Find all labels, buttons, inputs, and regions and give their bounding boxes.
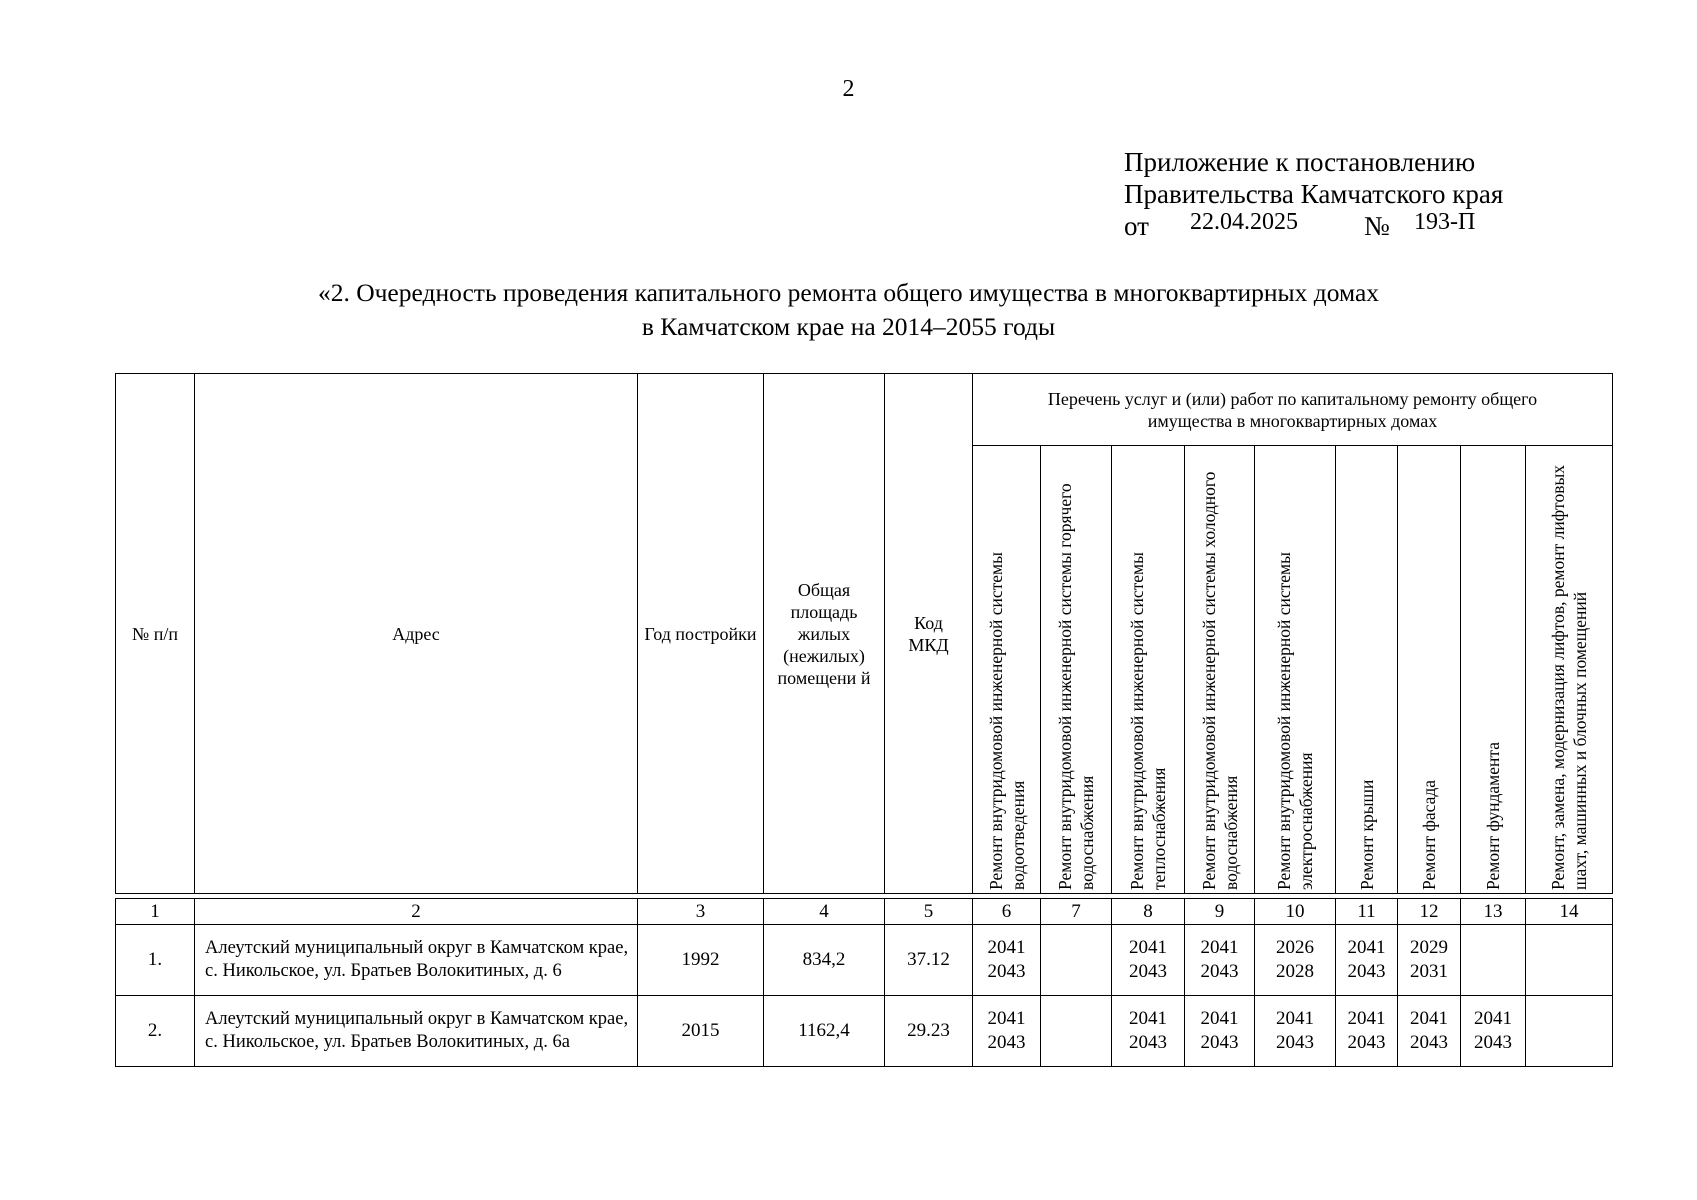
header-address: Адрес — [195, 374, 638, 894]
row-code: 29.23 — [885, 996, 973, 1067]
header-work-col-11 — [1336, 446, 1398, 894]
row-work-7 — [1041, 996, 1112, 1067]
page-number: 2 — [842, 76, 855, 102]
year-start: 2041 — [1200, 1008, 1239, 1029]
appendix-line-1: Приложение к постановлению — [1124, 147, 1476, 177]
header-work-7-label: Ремонт внутридомовой инженерной системы горячего водоснабжения — [1055, 482, 1097, 890]
column-number: 2 — [195, 899, 638, 925]
header-num: № п/п — [116, 374, 195, 894]
row-work-6 — [973, 996, 1041, 1067]
header-work-col-10 — [1255, 446, 1336, 894]
year-end: 2043 — [1129, 1032, 1167, 1053]
appendix-line-2: Правительства Камчатского края — [1124, 179, 1504, 209]
header-work-col-13 — [1461, 446, 1526, 894]
row-work-13 — [1461, 925, 1526, 996]
appendix-date-number-line — [1124, 210, 1503, 242]
header-work-6-label: Ремонт внутридомовой инженерной системы водоотведения — [985, 551, 1028, 890]
column-number: 3 — [638, 899, 764, 925]
header-area: Общая площадь жилых (нежилых) помещени й — [764, 374, 885, 894]
table-row — [116, 996, 1613, 1067]
year-end: 2043 — [1276, 1032, 1314, 1053]
row-year: 2015 — [638, 996, 764, 1067]
column-number: 12 — [1398, 899, 1461, 925]
row-work-9 — [1185, 925, 1255, 996]
year-start: 2041 — [1129, 1008, 1167, 1029]
row-work-13 — [1461, 996, 1526, 1067]
year-end: 2043 — [1200, 1032, 1239, 1053]
header-work-col-8 — [1112, 446, 1185, 894]
table-body — [115, 898, 1613, 1067]
row-year: 1992 — [638, 925, 764, 996]
column-number: 8 — [1112, 899, 1185, 925]
row-num: 2. — [116, 996, 195, 1067]
column-number: 11 — [1336, 899, 1398, 925]
row-work-12 — [1398, 925, 1461, 996]
year-end: 2043 — [987, 961, 1026, 982]
header-work-13-label: Ремонт фундамента — [1483, 741, 1503, 890]
row-work-8 — [1112, 925, 1185, 996]
header-work-col-14 — [1526, 446, 1613, 894]
row-area: 834,2 — [764, 925, 885, 996]
column-number: 1 — [116, 899, 195, 925]
column-number: 14 — [1526, 899, 1613, 925]
header-work-14-label: Ремонт, замена, модернизация лифтов, ремонт лифтовых шахт, машинных и блочных помещений — [1548, 464, 1590, 890]
row-work-11 — [1336, 996, 1398, 1067]
row-work-14 — [1526, 925, 1613, 996]
title-line-1: «2. Очередность проведения капитального ремонта общего имущества в многоквартирных домах — [317, 278, 1380, 307]
appendix-block — [1124, 146, 1503, 242]
table-header — [115, 373, 1613, 894]
year-start: 2041 — [987, 937, 1026, 958]
year-start: 2026 — [1276, 937, 1314, 958]
row-code: 37.12 — [885, 925, 973, 996]
year-start: 2029 — [1410, 937, 1448, 958]
header-work-col-7 — [1041, 446, 1112, 894]
year-end: 2043 — [1200, 961, 1239, 982]
year-start: 2041 — [1129, 937, 1167, 958]
from-label: от — [1124, 211, 1149, 241]
decree-date: 22.04.2025 — [1190, 209, 1298, 235]
header-work-10-label: Ремонт внутридомовой инженерной системы электроснабжения — [1274, 551, 1316, 890]
row-work-7 — [1041, 925, 1112, 996]
row-work-10 — [1255, 996, 1336, 1067]
year-end: 2028 — [1276, 961, 1314, 982]
year-start: 2041 — [1347, 1008, 1386, 1029]
header-work-col-12 — [1398, 446, 1461, 894]
row-num: 1. — [116, 925, 195, 996]
year-end: 2043 — [1347, 1032, 1386, 1053]
column-number-row — [116, 899, 1613, 925]
year-end: 2043 — [1410, 1032, 1448, 1053]
year-start: 2041 — [1347, 937, 1386, 958]
header-work-col-9 — [1185, 446, 1255, 894]
table-row — [116, 925, 1613, 996]
document-title — [0, 276, 1697, 344]
column-number: 5 — [885, 899, 973, 925]
header-work-12-label: Ремонт фасада — [1419, 779, 1439, 890]
column-number: 13 — [1461, 899, 1526, 925]
year-end: 2043 — [1347, 961, 1386, 982]
year-start: 2041 — [1474, 1008, 1512, 1029]
title-line-2: в Камчатском крае на 2014–2055 годы — [641, 312, 1056, 341]
row-work-10 — [1255, 925, 1336, 996]
column-number: 10 — [1255, 899, 1336, 925]
row-address: Алеутский муниципальный округ в Камчатском крае, с. Никольское, ул. Братьев Волокитиных, д. 6 — [195, 925, 638, 996]
row-work-6 — [973, 925, 1041, 996]
header-work-9-label: Ремонт внутридомовой инженерной системы холодного водоснабжения — [1198, 471, 1241, 890]
header-work-col-6 — [973, 446, 1041, 894]
row-address: Алеутский муниципальный округ в Камчатском крае, с. Никольское, ул. Братьев Волокитиных, д. 6а — [195, 996, 638, 1067]
year-end: 2043 — [1474, 1032, 1512, 1053]
row-area: 1162,4 — [764, 996, 885, 1067]
header-work-8-label: Ремонт внутридомовой инженерной системы теплоснабжения — [1127, 551, 1169, 890]
year-end: 2031 — [1410, 961, 1448, 982]
year-end: 2043 — [1129, 961, 1167, 982]
row-work-11 — [1336, 925, 1398, 996]
row-work-14 — [1526, 996, 1613, 1067]
row-work-9 — [1185, 996, 1255, 1067]
column-number: 9 — [1185, 899, 1255, 925]
header-works-group: Перечень услуг и (или) работ по капитальному ремонту общего имущества в многоквартирных домах — [973, 374, 1613, 446]
year-end: 2043 — [987, 1032, 1026, 1053]
header-code: Код МКД — [885, 374, 973, 894]
row-work-12 — [1398, 996, 1461, 1067]
year-start: 2041 — [1410, 1008, 1448, 1029]
year-start: 2041 — [987, 1008, 1026, 1029]
header-year: Год постройки — [638, 374, 764, 894]
row-work-8 — [1112, 996, 1185, 1067]
header-work-11-label: Ремонт крыши — [1356, 779, 1377, 890]
number-sign: № — [1364, 211, 1390, 241]
column-number: 6 — [973, 899, 1041, 925]
column-number: 4 — [764, 899, 885, 925]
year-start: 2041 — [1200, 937, 1239, 958]
year-start: 2041 — [1276, 1008, 1314, 1029]
decree-number: 193-П — [1414, 209, 1476, 235]
column-number: 7 — [1041, 899, 1112, 925]
